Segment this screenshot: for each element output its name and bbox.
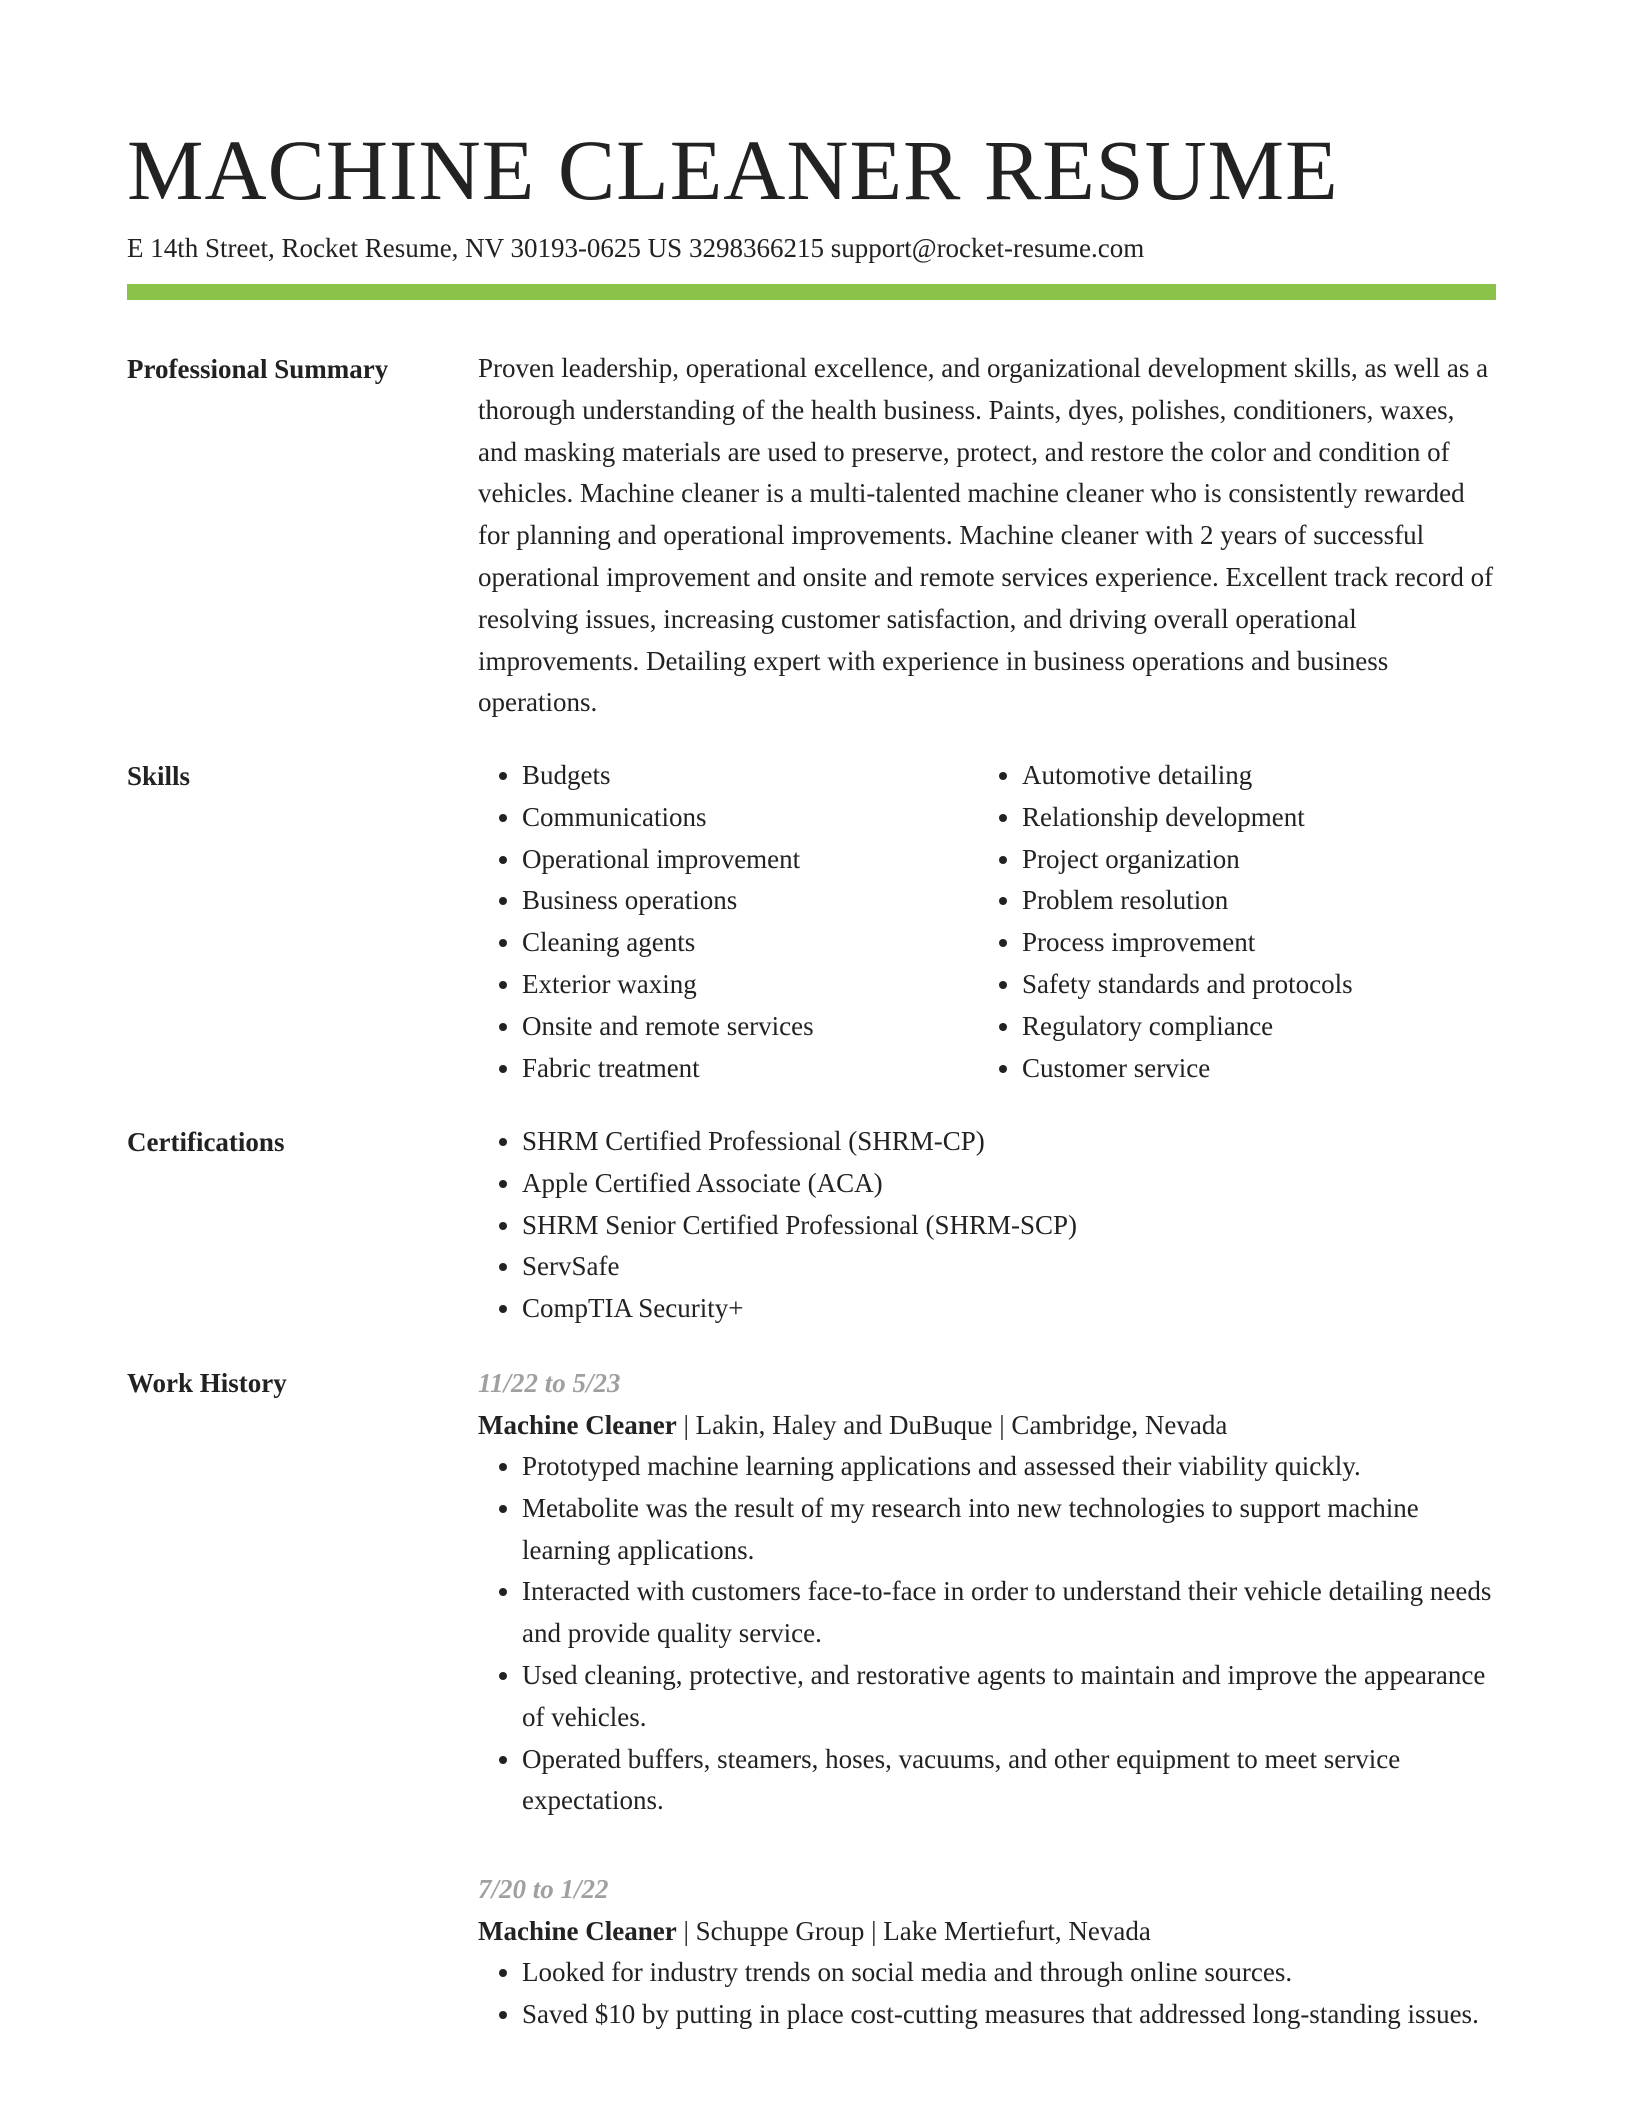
- job-bullet: • Saved $10 by putting in place cost-cutting measures that addressed long-standing issues.: [522, 1994, 1496, 2036]
- certification-item: • Apple Certified Associate (ACA): [522, 1163, 1496, 1205]
- skill-item: • Process improvement: [1022, 922, 1522, 964]
- skill-item: • Automotive detailing: [1022, 755, 1522, 797]
- skill-item: • Fabric treatment: [522, 1048, 1022, 1090]
- skills-heading: Skills: [127, 761, 191, 791]
- job-employer-location: | Lakin, Haley and DuBuque | Cambridge, Nevada: [676, 1410, 1228, 1440]
- skill-item: • Operational improvement: [522, 839, 1022, 881]
- skill-item: • Safety standards and protocols: [1022, 964, 1522, 1006]
- job-bullet: • Operated buffers, steamers, hoses, vacuums, and other equipment to meet service expectations.: [522, 1739, 1496, 1823]
- job-entry: [478, 1868, 1496, 2036]
- skill-item: • Customer service: [1022, 1048, 1522, 1090]
- job-title: Machine Cleaner: [478, 1916, 677, 1946]
- contact-info: E 14th Street, Rocket Resume, NV 30193-0625 US 3298366215 support@rocket-resume.com: [127, 233, 1145, 263]
- certification-item: • SHRM Certified Professional (SHRM-CP): [522, 1121, 1496, 1163]
- job-title: Machine Cleaner: [478, 1410, 677, 1440]
- resume-title: MACHINE CLEANER RESUME: [127, 122, 1339, 218]
- certifications-heading: Certifications: [127, 1127, 285, 1157]
- skill-item: • Exterior waxing: [522, 964, 1022, 1006]
- job-entry: [478, 1362, 1496, 1822]
- summary-text: Proven leadership, operational excellence, and organizational development skills, as well as a thorough understanding of the health business. Paints, dyes, polishes, conditioners, waxes, and masking materials are used to preserve, protect, and restore the color and condition of vehicles. Machine cleaner is a multi-talented machine cleaner who is consistently rewarded for planning and operational improvements. Machine cleaner with 2 years of successful operational improvement and onsite and remote services experience. Excellent track record of resolving issues, increasing customer satisfaction, and driving overall operational improvements. Detailing expert with experience in business operations and business operations.: [478, 353, 1494, 718]
- job-bullet: • Metabolite was the result of my research into new technologies to support machine learning applications.: [522, 1488, 1496, 1572]
- certifications-list: [478, 1121, 1496, 1330]
- job-bullet: • Used cleaning, protective, and restorative agents to maintain and improve the appearance of vehicles.: [522, 1655, 1496, 1739]
- skill-item: • Onsite and remote services: [522, 1006, 1022, 1048]
- certification-item: • SHRM Senior Certified Professional (SHRM-SCP): [522, 1205, 1496, 1247]
- job-bullet: • Looked for industry trends on social media and through online sources.: [522, 1952, 1496, 1994]
- job-employer-location: | Schuppe Group | Lake Mertiefurt, Nevada: [676, 1916, 1151, 1946]
- job-bullets: [478, 1952, 1496, 2036]
- summary-heading: Professional Summary: [127, 354, 389, 384]
- job-dates: 7/20 to 1/22: [478, 1874, 609, 1904]
- skill-item: • Relationship development: [1022, 797, 1522, 839]
- job-bullets: [478, 1446, 1496, 1822]
- certification-item: • ServSafe: [522, 1246, 1496, 1288]
- job-bullet: • Interacted with customers face-to-face in order to understand their vehicle detailing needs and provide quality service.: [522, 1571, 1496, 1655]
- skill-item: • Cleaning agents: [522, 922, 1022, 964]
- skill-item: • Communications: [522, 797, 1022, 839]
- summary-body: [478, 348, 1496, 724]
- skill-item: • Problem resolution: [1022, 880, 1522, 922]
- certification-item: • CompTIA Security+: [522, 1288, 1496, 1330]
- work-history-heading: Work History: [127, 1368, 287, 1398]
- skill-item: • Business operations: [522, 880, 1022, 922]
- job-heading: [478, 1910, 1496, 1952]
- job-bullet: • Prototyped machine learning applications and assessed their viability quickly.: [522, 1446, 1496, 1488]
- skill-item: • Project organization: [1022, 839, 1522, 881]
- job-heading: [478, 1404, 1496, 1446]
- skill-item: • Budgets: [522, 755, 1022, 797]
- accent-divider: [127, 284, 1496, 300]
- job-dates: 11/22 to 5/23: [478, 1368, 621, 1398]
- skill-item: • Regulatory compliance: [1022, 1006, 1522, 1048]
- skills-list-right: [978, 755, 1522, 1089]
- certifications-body: [478, 1121, 1496, 1330]
- skills-list-left: [478, 755, 1022, 1089]
